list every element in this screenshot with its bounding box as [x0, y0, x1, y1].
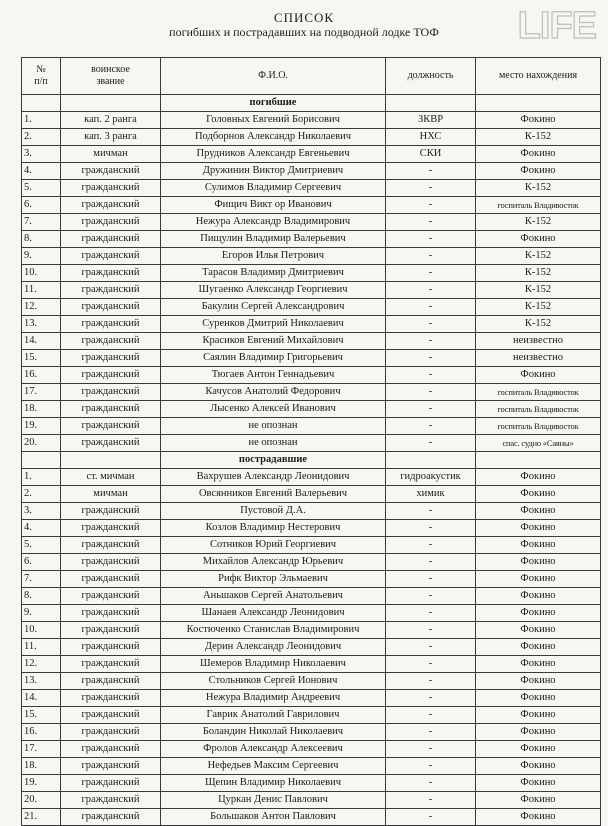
- killed-row: [22, 316, 601, 333]
- injured-row: [22, 622, 601, 639]
- header-name: Ф.И.О.: [161, 58, 386, 95]
- row-location: Фокино: [476, 724, 601, 741]
- row-location: К-152: [476, 248, 601, 265]
- row-location: К-152: [476, 299, 601, 316]
- row-location: К-152: [476, 316, 601, 333]
- row-location: Фокино: [476, 231, 601, 248]
- row-rank: гражданский: [61, 163, 161, 180]
- row-position: -: [386, 673, 476, 690]
- row-full-name: Цуркан Денис Павлович: [161, 792, 386, 809]
- section-title-injured: пострадавшие: [161, 452, 386, 469]
- row-location: Фокино: [476, 639, 601, 656]
- row-location: Фокино: [476, 571, 601, 588]
- row-full-name: Красиков Евгений Михайлович: [161, 333, 386, 350]
- row-rank: гражданский: [61, 707, 161, 724]
- row-location: госпиталь Владивосток: [476, 197, 601, 214]
- row-full-name: Стольников Сергей Ионович: [161, 673, 386, 690]
- injured-row: [22, 571, 601, 588]
- row-rank: гражданский: [61, 418, 161, 435]
- killed-row: [22, 299, 601, 316]
- injured-row: [22, 741, 601, 758]
- row-position: -: [386, 758, 476, 775]
- row-rank: гражданский: [61, 503, 161, 520]
- row-location: Фокино: [476, 163, 601, 180]
- row-location: Фокино: [476, 367, 601, 384]
- row-location: Фокино: [476, 554, 601, 571]
- injured-row: [22, 605, 601, 622]
- row-rank: гражданский: [61, 792, 161, 809]
- row-position: -: [386, 180, 476, 197]
- killed-row: [22, 180, 601, 197]
- table-body: [22, 95, 601, 826]
- row-full-name: Подборнов Александр Николаевич: [161, 129, 386, 146]
- section-cell-empty: [61, 95, 161, 112]
- document-subtitle: погибших и пострадавших на подводной лодке ТОФ: [169, 25, 439, 39]
- row-full-name: Сотников Юрий Георгиевич: [161, 537, 386, 554]
- row-position: -: [386, 163, 476, 180]
- row-position: гидроакустик: [386, 469, 476, 486]
- row-number: 14.: [22, 333, 61, 350]
- row-number: 6.: [22, 197, 61, 214]
- injured-row: [22, 707, 601, 724]
- row-full-name: Гаврик Анатолий Гаврилович: [161, 707, 386, 724]
- row-full-name: Суренков Дмитрий Николаевич: [161, 316, 386, 333]
- row-rank: гражданский: [61, 282, 161, 299]
- row-rank: гражданский: [61, 656, 161, 673]
- injured-row: [22, 537, 601, 554]
- injured-row: [22, 673, 601, 690]
- row-full-name: Тюгаев Антон Геннадьевич: [161, 367, 386, 384]
- row-full-name: Головных Евгений Борисович: [161, 112, 386, 129]
- row-location: Фокино: [476, 605, 601, 622]
- row-position: -: [386, 792, 476, 809]
- row-rank: гражданский: [61, 809, 161, 826]
- row-number: 15.: [22, 350, 61, 367]
- row-position: -: [386, 265, 476, 282]
- row-position: химик: [386, 486, 476, 503]
- row-position: -: [386, 656, 476, 673]
- row-full-name: Прудников Александр Евгеньевич: [161, 146, 386, 163]
- row-number: 11.: [22, 639, 61, 656]
- row-position: -: [386, 554, 476, 571]
- killed-row: [22, 384, 601, 401]
- row-full-name: Сулимов Владимир Сергеевич: [161, 180, 386, 197]
- row-position: -: [386, 809, 476, 826]
- row-position: -: [386, 571, 476, 588]
- row-full-name: Качусов Анатолий Федорович: [161, 384, 386, 401]
- row-location: К-152: [476, 214, 601, 231]
- injured-row: [22, 469, 601, 486]
- row-number: 6.: [22, 554, 61, 571]
- killed-row: [22, 197, 601, 214]
- injured-row: [22, 520, 601, 537]
- row-rank: гражданский: [61, 350, 161, 367]
- row-rank: гражданский: [61, 520, 161, 537]
- row-rank: гражданский: [61, 299, 161, 316]
- row-number: 19.: [22, 775, 61, 792]
- row-full-name: Михайлов Александр Юрьевич: [161, 554, 386, 571]
- row-location: Фокино: [476, 775, 601, 792]
- row-rank: гражданский: [61, 435, 161, 452]
- row-full-name: Нежура Александр Владимирович: [161, 214, 386, 231]
- row-full-name: Нефедьев Максим Сергеевич: [161, 758, 386, 775]
- section-title-killed: погибшие: [161, 95, 386, 112]
- row-rank: гражданский: [61, 673, 161, 690]
- row-full-name: Костюченко Станислав Владимирович: [161, 622, 386, 639]
- row-full-name: Дерин Александр Леонидович: [161, 639, 386, 656]
- killed-row: [22, 350, 601, 367]
- row-position: -: [386, 350, 476, 367]
- row-rank: кап. 3 ранга: [61, 129, 161, 146]
- row-position: ЗКВР: [386, 112, 476, 129]
- row-number: 7.: [22, 571, 61, 588]
- injured-row: [22, 656, 601, 673]
- killed-row: [22, 129, 601, 146]
- row-full-name: Аньшаков Сергей Анатольевич: [161, 588, 386, 605]
- row-full-name: Щепин Владимир Николаевич: [161, 775, 386, 792]
- row-number: 2.: [22, 486, 61, 503]
- row-location: Фокино: [476, 486, 601, 503]
- row-number: 17.: [22, 741, 61, 758]
- row-number: 14.: [22, 690, 61, 707]
- row-position: -: [386, 214, 476, 231]
- section-row-killed: [22, 95, 601, 112]
- section-cell-empty: [22, 95, 61, 112]
- injured-row: [22, 775, 601, 792]
- header-rank: [61, 58, 161, 95]
- row-rank: мичман: [61, 486, 161, 503]
- row-position: -: [386, 639, 476, 656]
- row-position: -: [386, 197, 476, 214]
- document-title: СПИСОК: [273, 10, 335, 25]
- row-full-name: Нежура Владимир Андреевич: [161, 690, 386, 707]
- row-position: -: [386, 520, 476, 537]
- row-position: -: [386, 316, 476, 333]
- row-full-name: Шугаенко Александр Георгиевич: [161, 282, 386, 299]
- row-location: К-152: [476, 129, 601, 146]
- row-number: 20.: [22, 792, 61, 809]
- row-location: Фокино: [476, 469, 601, 486]
- row-number: 11.: [22, 282, 61, 299]
- row-position: -: [386, 724, 476, 741]
- row-full-name: Овсянников Евгений Валерьевич: [161, 486, 386, 503]
- row-number: 4.: [22, 163, 61, 180]
- row-number: 3.: [22, 146, 61, 163]
- row-position: -: [386, 605, 476, 622]
- row-number: 13.: [22, 673, 61, 690]
- row-position: -: [386, 622, 476, 639]
- row-number: 8.: [22, 231, 61, 248]
- injured-row: [22, 792, 601, 809]
- header-num: [22, 58, 61, 95]
- row-location: Фокино: [476, 520, 601, 537]
- row-position: -: [386, 418, 476, 435]
- killed-row: [22, 401, 601, 418]
- injured-row: [22, 503, 601, 520]
- row-rank: гражданский: [61, 384, 161, 401]
- row-position: -: [386, 775, 476, 792]
- row-number: 4.: [22, 520, 61, 537]
- row-number: 8.: [22, 588, 61, 605]
- row-full-name: Большаков Антон Павлович: [161, 809, 386, 826]
- header-rank-line2: звание: [96, 76, 125, 87]
- row-rank: гражданский: [61, 690, 161, 707]
- row-position: СКИ: [386, 146, 476, 163]
- row-full-name: Фищич Викт ор Иванович: [161, 197, 386, 214]
- row-position: -: [386, 690, 476, 707]
- row-location: неизвестно: [476, 350, 601, 367]
- row-position: -: [386, 231, 476, 248]
- row-number: 18.: [22, 758, 61, 775]
- injured-row: [22, 809, 601, 826]
- row-location: Фокино: [476, 792, 601, 809]
- row-location: Фокино: [476, 690, 601, 707]
- row-full-name: Дружинин Виктор Дмитриевич: [161, 163, 386, 180]
- row-full-name: Егоров Илья Петрович: [161, 248, 386, 265]
- injured-row: [22, 639, 601, 656]
- row-full-name: Шемеров Владимир Николаевич: [161, 656, 386, 673]
- section-cell-empty: [476, 95, 601, 112]
- header-location: место нахождения: [476, 58, 601, 95]
- row-location: К-152: [476, 265, 601, 282]
- injured-row: [22, 486, 601, 503]
- injured-row: [22, 690, 601, 707]
- row-rank: кап. 2 ранга: [61, 112, 161, 129]
- row-rank: гражданский: [61, 724, 161, 741]
- row-rank: гражданский: [61, 588, 161, 605]
- row-position: -: [386, 248, 476, 265]
- killed-row: [22, 418, 601, 435]
- killed-row: [22, 248, 601, 265]
- row-full-name: Тарасов Владимир Дмитриевич: [161, 265, 386, 282]
- row-rank: гражданский: [61, 316, 161, 333]
- row-position: -: [386, 333, 476, 350]
- row-number: 15.: [22, 707, 61, 724]
- row-number: 9.: [22, 605, 61, 622]
- row-rank: гражданский: [61, 180, 161, 197]
- killed-row: [22, 333, 601, 350]
- header-num-line2: п/п: [34, 76, 48, 87]
- row-location: Фокино: [476, 656, 601, 673]
- row-rank: гражданский: [61, 741, 161, 758]
- row-position: НХС: [386, 129, 476, 146]
- row-rank: гражданский: [61, 265, 161, 282]
- row-position: -: [386, 588, 476, 605]
- row-number: 13.: [22, 316, 61, 333]
- row-rank: гражданский: [61, 333, 161, 350]
- header-position: должность: [386, 58, 476, 95]
- row-rank: гражданский: [61, 639, 161, 656]
- row-full-name: Боландин Николай Николаевич: [161, 724, 386, 741]
- row-rank: гражданский: [61, 775, 161, 792]
- row-full-name: Саялин Владимир Григорьевич: [161, 350, 386, 367]
- row-full-name: не опознан: [161, 435, 386, 452]
- casualty-table: [21, 57, 601, 826]
- injured-row: [22, 588, 601, 605]
- killed-row: [22, 282, 601, 299]
- row-rank: мичман: [61, 146, 161, 163]
- killed-row: [22, 146, 601, 163]
- row-rank: гражданский: [61, 214, 161, 231]
- row-number: 20.: [22, 435, 61, 452]
- injured-row: [22, 724, 601, 741]
- row-location: Фокино: [476, 146, 601, 163]
- killed-row: [22, 265, 601, 282]
- row-full-name: не опознан: [161, 418, 386, 435]
- section-cell-empty: [386, 95, 476, 112]
- row-number: 16.: [22, 367, 61, 384]
- row-rank: гражданский: [61, 367, 161, 384]
- row-number: 1.: [22, 469, 61, 486]
- row-full-name: Вахрушев Александр Леонидович: [161, 469, 386, 486]
- row-rank: гражданский: [61, 622, 161, 639]
- injured-row: [22, 554, 601, 571]
- injured-row: [22, 758, 601, 775]
- row-location: Фокино: [476, 112, 601, 129]
- killed-row: [22, 435, 601, 452]
- row-number: 10.: [22, 622, 61, 639]
- row-number: 21.: [22, 809, 61, 826]
- section-row-injured: [22, 452, 601, 469]
- section-cell-empty: [476, 452, 601, 469]
- row-location: Фокино: [476, 622, 601, 639]
- row-rank: гражданский: [61, 537, 161, 554]
- section-cell-empty: [22, 452, 61, 469]
- row-position: -: [386, 707, 476, 724]
- header-rank-line1: воинское: [91, 64, 130, 75]
- killed-row: [22, 231, 601, 248]
- row-number: 12.: [22, 656, 61, 673]
- row-full-name: Пустовой Д.А.: [161, 503, 386, 520]
- row-rank: гражданский: [61, 248, 161, 265]
- table-header-row: [22, 58, 601, 95]
- row-location: госпиталь Владивосток: [476, 418, 601, 435]
- row-rank: гражданский: [61, 401, 161, 418]
- life-watermark-logo: LIFE: [517, 5, 596, 47]
- row-full-name: Козлов Владимир Нестерович: [161, 520, 386, 537]
- row-number: 16.: [22, 724, 61, 741]
- row-rank: гражданский: [61, 758, 161, 775]
- row-position: -: [386, 367, 476, 384]
- row-full-name: Пищулин Владимир Валерьевич: [161, 231, 386, 248]
- row-location: Фокино: [476, 673, 601, 690]
- row-full-name: Шанаев Александр Леонидович: [161, 605, 386, 622]
- row-number: 9.: [22, 248, 61, 265]
- row-location: Фокино: [476, 707, 601, 724]
- header-num-line1: №: [36, 64, 46, 75]
- row-number: 1.: [22, 112, 61, 129]
- row-location: Фокино: [476, 503, 601, 520]
- row-location: Фокино: [476, 741, 601, 758]
- killed-row: [22, 214, 601, 231]
- row-full-name: Фролов Александр Алексеевич: [161, 741, 386, 758]
- section-cell-empty: [61, 452, 161, 469]
- row-position: -: [386, 384, 476, 401]
- row-number: 5.: [22, 180, 61, 197]
- row-position: -: [386, 741, 476, 758]
- row-rank: гражданский: [61, 197, 161, 214]
- killed-row: [22, 112, 601, 129]
- row-location: неизвестно: [476, 333, 601, 350]
- row-rank: гражданский: [61, 571, 161, 588]
- row-location: госпиталь Владивосток: [476, 401, 601, 418]
- row-position: -: [386, 401, 476, 418]
- row-location: госпиталь Владивосток: [476, 384, 601, 401]
- row-location: Фокино: [476, 809, 601, 826]
- row-location: Фокино: [476, 588, 601, 605]
- row-position: -: [386, 537, 476, 554]
- row-rank: гражданский: [61, 554, 161, 571]
- row-number: 3.: [22, 503, 61, 520]
- row-location: Фокино: [476, 758, 601, 775]
- section-cell-empty: [386, 452, 476, 469]
- row-number: 18.: [22, 401, 61, 418]
- row-position: -: [386, 435, 476, 452]
- row-number: 7.: [22, 214, 61, 231]
- row-rank: гражданский: [61, 231, 161, 248]
- row-full-name: Рифк Виктор Эльмаевич: [161, 571, 386, 588]
- row-number: 2.: [22, 129, 61, 146]
- row-number: 19.: [22, 418, 61, 435]
- row-full-name: Бакулин Сергей Александрович: [161, 299, 386, 316]
- killed-row: [22, 163, 601, 180]
- row-rank: ст. мичман: [61, 469, 161, 486]
- row-number: 17.: [22, 384, 61, 401]
- row-number: 10.: [22, 265, 61, 282]
- row-location: спас. судно «Саяны»: [476, 435, 601, 452]
- row-number: 12.: [22, 299, 61, 316]
- row-location: К-152: [476, 180, 601, 197]
- row-number: 5.: [22, 537, 61, 554]
- row-location: Фокино: [476, 537, 601, 554]
- row-position: -: [386, 503, 476, 520]
- row-rank: гражданский: [61, 605, 161, 622]
- row-location: К-152: [476, 282, 601, 299]
- row-full-name: Лысенко Алексей Иванович: [161, 401, 386, 418]
- row-position: -: [386, 299, 476, 316]
- killed-row: [22, 367, 601, 384]
- row-position: -: [386, 282, 476, 299]
